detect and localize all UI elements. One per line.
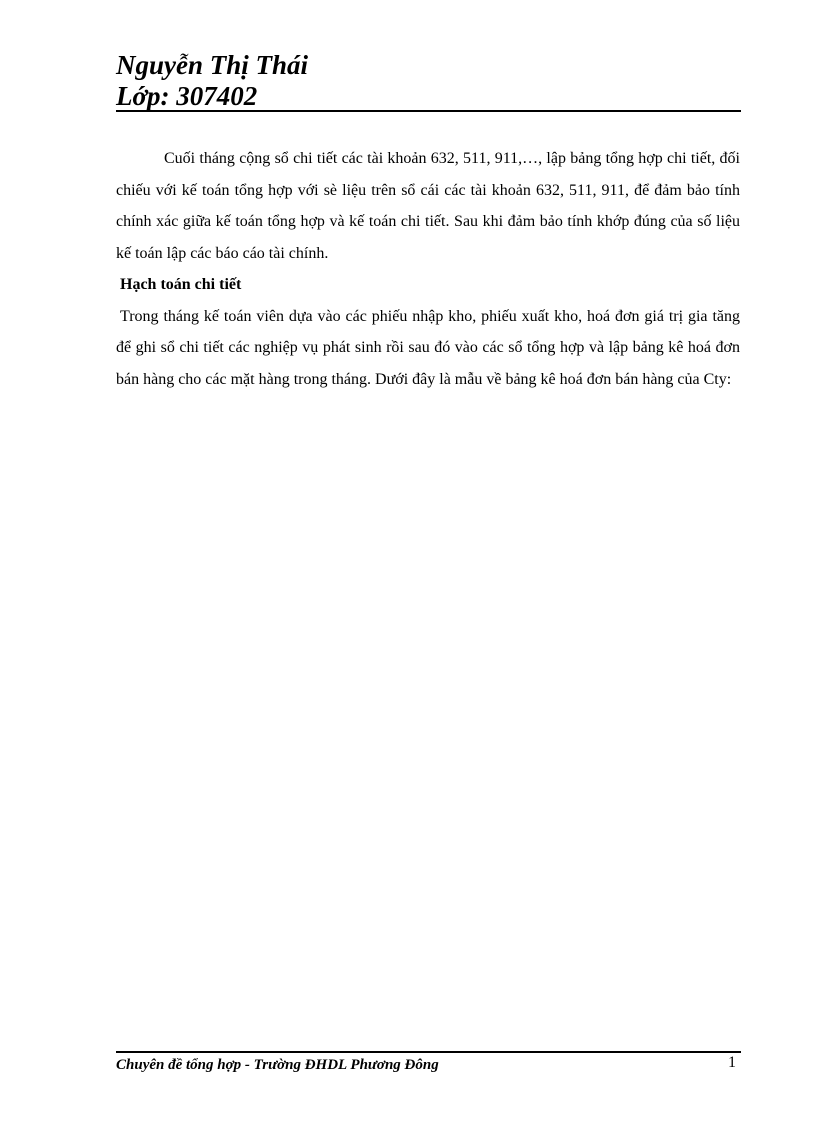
- section-heading: Hạch toán chi tiết: [120, 276, 242, 293]
- header-divider: [116, 110, 741, 112]
- body-paragraph-2: Trong tháng kế toán viên dựa vào các phiếu nhập kho, phiếu xuất kho, hoá đơn giá trị gia tăng để ghi sổ chi tiết các nghiệp vụ phát sinh rồi sau đó vào các sổ tổng hợp và lập bảng kê hoá đơn bán hàng cho các mặt hàng trong tháng. Dưới đây là mẫu về bảng kê hoá đơn bán hàng của Cty:: [116, 307, 740, 388]
- page-number: 1: [728, 1054, 736, 1071]
- footer-divider: [116, 1051, 741, 1053]
- footer-caption: Chuyên đề tổng hợp - Trường ĐHDL Phương Đông: [116, 1057, 439, 1073]
- author-name: Nguyễn Thị Thái: [116, 50, 309, 80]
- body-paragraph-1: Cuối tháng cộng sổ chi tiết các tài khoản 632, 511, 911,…, lập bảng tổng hợp chi tiết, đối chiếu với kế toán tổng hợp với sè liệu trên sổ cái các tài khoản 632, 511, 911, để đảm bảo tính chính xác giữa kế toán tổng hợp và kế toán chi tiết. Sau khi đảm bảo tính khớp đúng của số liệu kế toán lập các báo cáo tài chính.: [116, 150, 740, 262]
- page-header: [116, 50, 740, 112]
- class-code: Lớp: 307402: [116, 81, 258, 111]
- document-body: [116, 143, 740, 395]
